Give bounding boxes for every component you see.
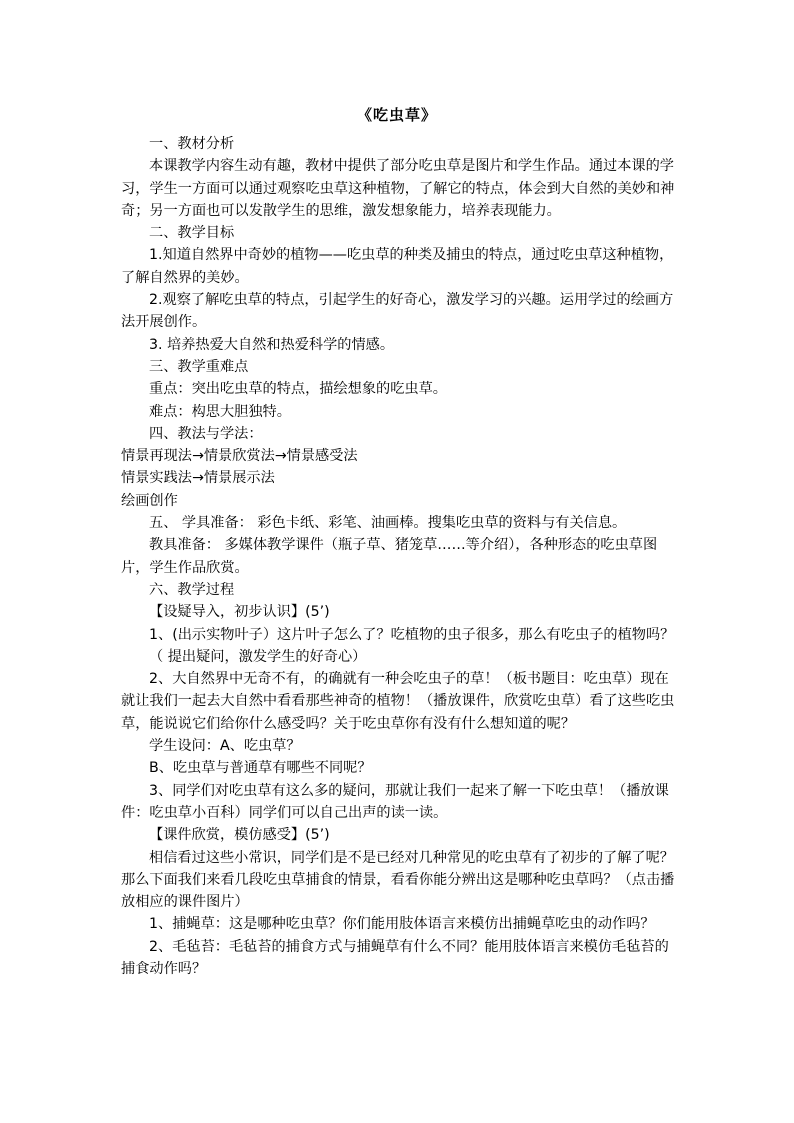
paragraph: 绘画创作 <box>121 492 178 509</box>
paragraph: 重点：突出吃虫草的特点，描绘想象的吃虫草。 <box>149 381 447 398</box>
paragraph: 【课件欣赏，模仿感受】(5’) <box>149 827 330 844</box>
paragraph: 六、教学过程 <box>149 581 235 598</box>
paragraph: 难点：构思大胆独特。 <box>149 403 291 420</box>
paragraph: 1.知道自然界中奇妙的植物——吃虫草的种类及捕虫的特点，通过吃虫草这种植物，了解自然界的美妙。 <box>121 247 674 286</box>
paragraph: 教具准备： 多媒体教学课件（瓶子草、猪笼草……等介绍），各种形态的吃虫草图片，学生作品欣赏。 <box>121 537 658 576</box>
paragraph: 【设疑导入，初步认识】(5’) <box>149 604 330 621</box>
paragraph: 2、大自然界中无奇不有，的确就有一种会吃虫子的草！（板书题目：吃虫草）现在就让我们一起去大自然中看看那些神奇的植物！（播放课件，欣赏吃虫草）看了这些吃虫草，能说说它们给你什么感受吗？关于吃虫草你有没有什么想知道的呢？ <box>121 671 675 732</box>
paragraph: 1、捕蝇草：这是哪种吃虫草？你们能用肢体语言来模仿出捕蝇草吃虫的动作吗？ <box>149 916 655 933</box>
paragraph: 1、(出示实物叶子）这片叶子怎么了？吃植物的虫子很多，那么有吃虫子的植物吗？ <box>149 626 675 643</box>
paragraph: 情景实践法→情景展示法 <box>121 470 275 487</box>
paragraph: 四、教法与学法： <box>149 425 263 442</box>
paragraph: 二、教学目标 <box>149 225 235 242</box>
paragraph: 相信看过这些小常识，同学们是不是已经对几种常见的吃虫草有了初步的了解了呢？那么下面我们来看几段吃虫草捕食的情景，看看你能分辨出这是哪种吃虫草吗？（点击播放相应的课件图片） <box>121 849 675 911</box>
paragraph: （ 提出疑问，激发学生的好奇心） <box>149 648 367 665</box>
paragraph: 情景再现法→情景欣赏法→情景感受法 <box>121 448 358 465</box>
paragraph: 本课教学内容生动有趣，教材中提供了部分吃虫草是图片和学生作品。通过本课的学习，学生一方面可以通过观察吃虫草这种植物，了解它的特点，体会到大自然的美妙和神奇；另一方面也可以发散学生的思维，激发想象能力，培养表现能力。 <box>121 158 675 219</box>
document-body <box>121 133 675 980</box>
paragraph: 三、教学重难点 <box>149 358 249 375</box>
paragraph: 3、同学们对吃虫草有这么多的疑问，那就让我们一起来了解一下吃虫草！（播放课件：吃虫草小百科）同学们可以自己出声的读一读。 <box>121 782 669 821</box>
paragraph: 2、毛毡苔：毛毡苔的捕食方式与捕蝇草有什么不同？能用肢体语言来模仿毛毡苔的捕食动作吗？ <box>121 938 669 977</box>
paragraph: B、吃虫草与普通草有哪些不同呢？ <box>149 760 372 777</box>
paragraph: 学生设问：A、吃虫草？ <box>149 738 301 755</box>
paragraph: 3. 培养热爱大自然和热爱科学的情感。 <box>149 336 395 353</box>
paragraph: 五、 学具准备： 彩色卡纸、彩笔、油画棒。搜集吃虫草的资料与有关信息。 <box>149 515 627 532</box>
paragraph: 2.观察了解吃虫草的特点，引起学生的好奇心，激发学习的兴趣。运用学过的绘画方法开展创作。 <box>121 292 674 331</box>
paragraph: 一、教材分析 <box>149 136 235 152</box>
document-title: 《吃虫草》 <box>356 106 437 124</box>
